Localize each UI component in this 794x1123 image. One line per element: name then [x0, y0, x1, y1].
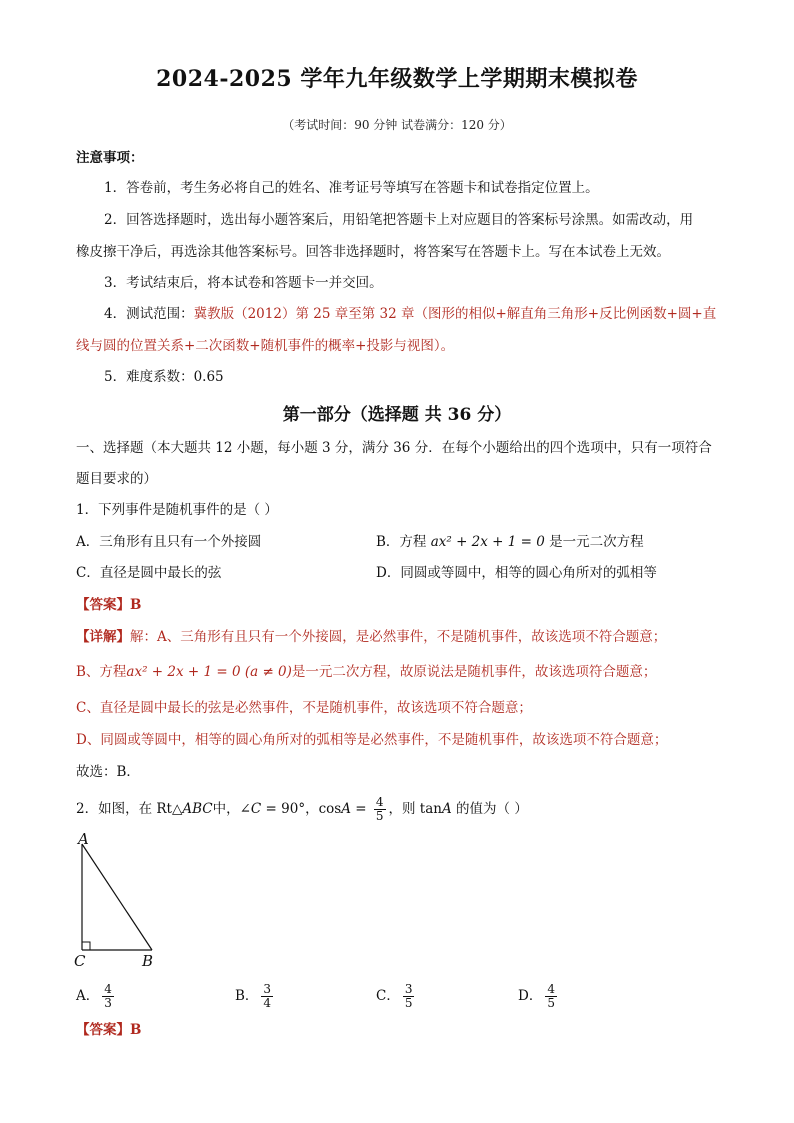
q1-detail-c: C、直径是圆中最长的弦是必然事件，不是随机事件，故该选项不符合题意；	[76, 700, 532, 716]
exam-subtitle: （考试时间：90 分钟 试卷满分：120 分）	[282, 118, 512, 132]
scope-prefix: 4．测试范围：	[104, 306, 194, 322]
q2-tan-var: A	[441, 801, 452, 817]
q1-detail-a	[76, 627, 666, 647]
vertex-label-a: A	[78, 830, 89, 848]
notice-item-1: 1．答卷前，考生务必将自己的姓名、准考证号等填写在答题卡和试卷指定位置上。	[104, 180, 599, 196]
q2-option-a-letter: A．	[76, 988, 100, 1004]
vertex-label-b: B	[142, 952, 154, 970]
q2-option-b-fraction	[261, 983, 273, 1010]
q2-option-a	[76, 982, 117, 1010]
q2-option-b-num: 3	[263, 982, 272, 996]
page-title: 2024-2025 学年九年级数学上学期期末模拟卷	[156, 66, 638, 92]
q2-option-b-den: 4	[263, 996, 272, 1010]
q2-stem-prefix: 2．如图，在 Rt△	[76, 801, 183, 817]
section-intro-cont: 题目要求的）	[76, 471, 157, 487]
q2-cos-var: A	[341, 801, 351, 817]
notice-item-5: 5．难度系数：0.65	[104, 369, 224, 385]
q1-detail-b	[76, 662, 656, 682]
q2-option-b	[235, 982, 276, 1010]
q1-option-b-suffix: 是一元二次方程	[544, 534, 644, 550]
q2-cos-fraction	[374, 796, 386, 823]
q2-option-a-num: 4	[104, 982, 112, 996]
q1-detail-a-text: 解：A、三角形有且只有一个外接圆，是必然事件，不是随机事件，故该选项不符合题意；	[130, 629, 667, 645]
q1-answer: 【答案】B	[76, 597, 142, 613]
q2-option-d-fraction	[545, 983, 557, 1010]
q2-option-a-den: 3	[104, 996, 112, 1010]
q1-option-a: A．三角形有且只有一个外接圆	[76, 534, 262, 550]
q1-option-d: D．同圆或等圆中，相等的圆心角所对的弧相等	[376, 565, 657, 581]
q1-equation: ax² + 2x + 1 = 0	[430, 534, 545, 550]
q2-stem-tan: ，则 tan	[388, 801, 442, 817]
q1-option-b-prefix: B．方程	[376, 534, 431, 550]
q2-option-d	[518, 982, 560, 1010]
q1-option-b	[376, 532, 644, 552]
q1-stem: 1．下列事件是随机事件的是（ ）	[76, 502, 278, 518]
q2-cos-denominator: 5	[375, 809, 384, 823]
q2-angle-vertex: C	[250, 801, 262, 817]
q2-cos-label: cos	[318, 801, 342, 817]
q2-option-d-letter: D．	[518, 988, 543, 1004]
q2-option-c-letter: C．	[376, 988, 400, 1004]
notice-item-3: 3．考试结束后，将本试卷和答题卡一并交回。	[104, 275, 383, 291]
section-intro: 一、选择题（本大题共 12 小题，每小题 3 分，满分 36 分．在每个小题给出的四个选项中，只有一项符合	[76, 440, 712, 456]
q1-detail-b-prefix: B、方程	[76, 664, 127, 680]
q2-option-c-num: 3	[404, 982, 413, 996]
notice-item-2: 2．回答选择题时，选出每小题答案后，用铅笔把答题卡上对应题目的答案标号涂黑。如需改动，用	[104, 212, 694, 228]
q2-cos-numerator: 4	[375, 795, 384, 809]
q2-stem-right-angle: = 90°，	[261, 801, 319, 817]
q2-stem	[76, 796, 528, 823]
notice-item-4	[104, 304, 716, 324]
q2-stem-angle: 中，∠	[212, 801, 251, 817]
q2-triangle-name: ABC	[182, 801, 213, 817]
triangle-diagram	[72, 832, 172, 972]
q1-conclusion: 故选：B．	[76, 764, 140, 780]
q2-option-d-den: 5	[547, 996, 555, 1010]
q2-option-c-den: 5	[404, 996, 413, 1010]
side-ab	[82, 844, 152, 950]
vertex-label-c: C	[74, 952, 86, 970]
q1-option-c: C．直径是圆中最长的弦	[76, 565, 222, 581]
q1-detail-d: D、同圆或等圆中，相等的圆心角所对的弧相等是必然事件，不是随机事件，故该选项不符合题意；	[76, 732, 668, 748]
q2-option-c	[376, 982, 417, 1010]
q1-detail-label: 【详解】	[76, 629, 130, 645]
right-angle-mark	[82, 942, 90, 950]
q2-option-c-fraction	[403, 983, 415, 1010]
q1-detail-equation: ax² + 2x + 1 = 0 (a ≠ 0)	[126, 664, 292, 680]
q2-answer: 【答案】B	[76, 1022, 142, 1038]
q2-stem-end: 的值为（ ）	[451, 801, 528, 817]
triangle-figure	[72, 832, 172, 976]
section-title: 第一部分（选择题 共 36 分）	[282, 405, 512, 425]
q1-detail-b-suffix: 是一元二次方程，故原说法是随机事件，故该选项符合题意；	[291, 664, 657, 680]
notice-heading: 注意事项：	[76, 150, 144, 166]
q2-option-a-fraction	[102, 983, 114, 1010]
scope-text: 冀教版（2012）第 25 章至第 32 章（图形的相似+解直角三角形+反比例函数+圆+直	[193, 306, 717, 322]
q2-option-d-num: 4	[547, 982, 555, 996]
q2-option-b-letter: B．	[235, 988, 259, 1004]
q2-equals: =	[350, 801, 371, 817]
notice-item-2-cont: 橡皮擦干净后，再选涂其他答案标号。回答非选择题时，将答案写在答题卡上。写在本试卷上无效。	[76, 244, 670, 260]
notice-item-4-cont: 线与圆的位置关系+二次函数+随机事件的概率+投影与视图）。	[76, 338, 455, 354]
